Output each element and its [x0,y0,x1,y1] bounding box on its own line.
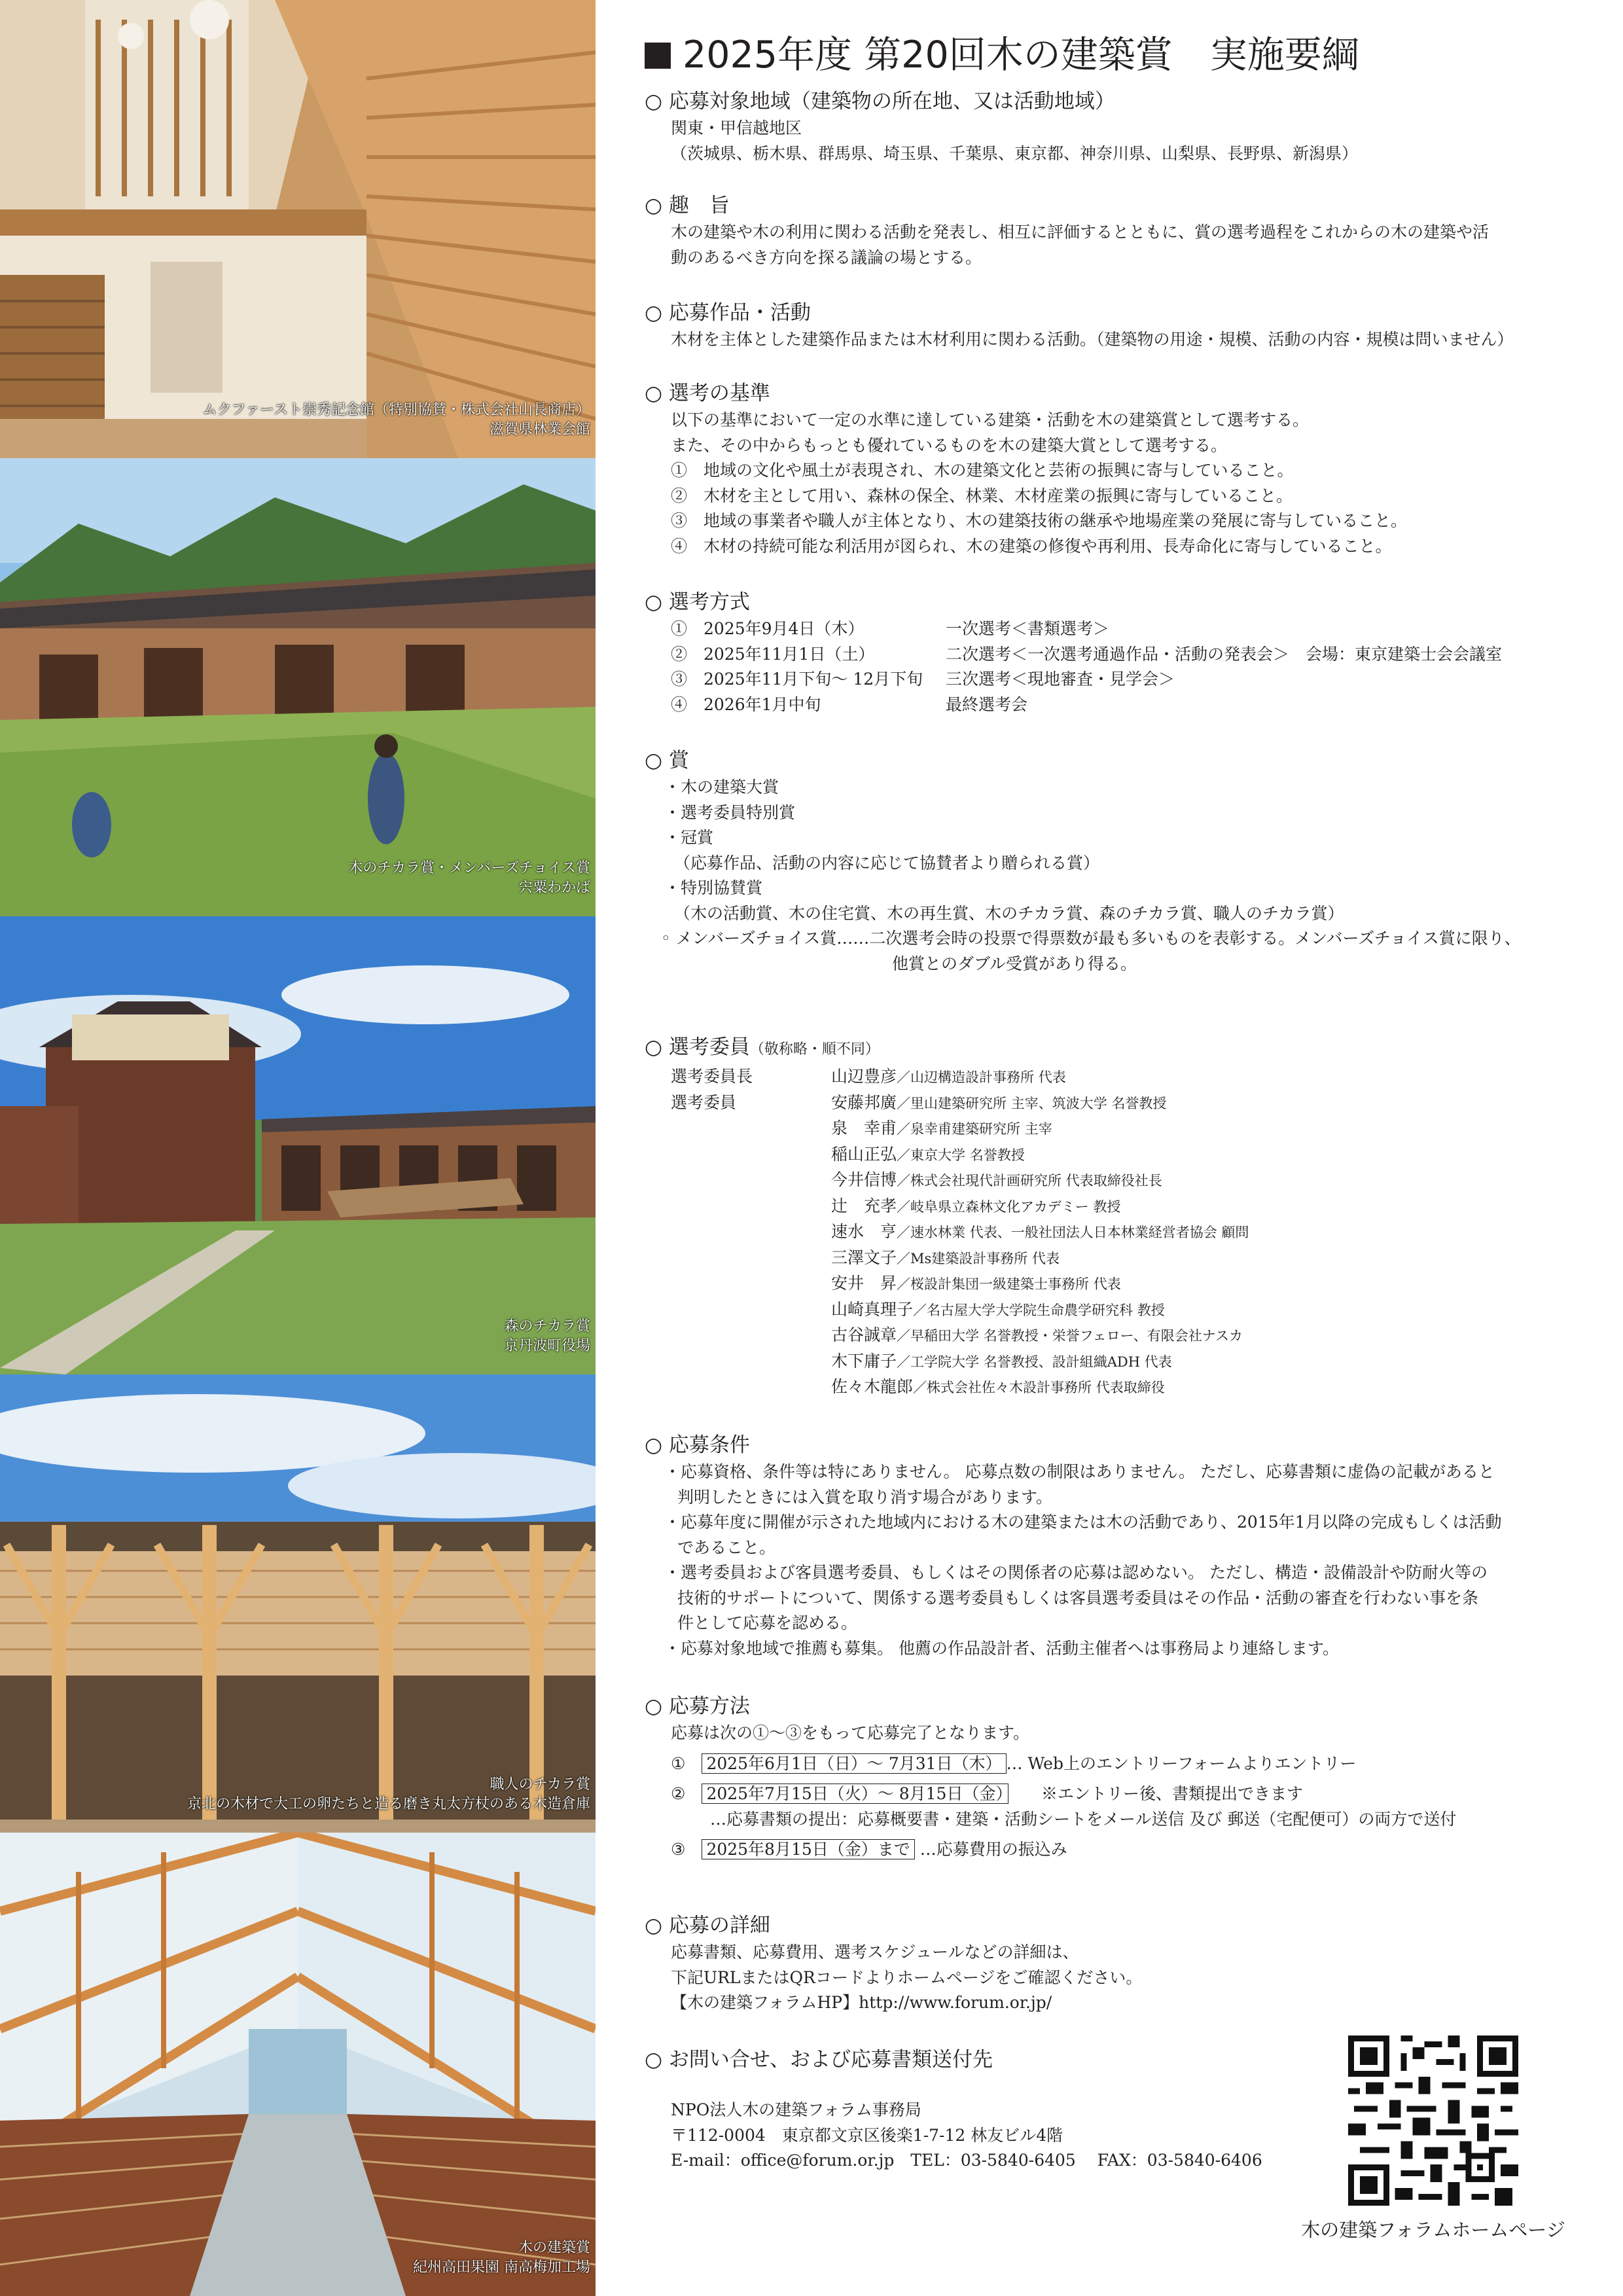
photo-caption: 京北の木材で大工の卵たちと造る磨き丸太方杖のある木造倉庫 [187,1796,590,1812]
condition-line: ・選考委員および客員選考委員、もしくはその関係者の応募は認めない。 ただし、構造・設備設計や防耐火等の [664,1563,1488,1582]
committee-member-row [645,1090,1600,1117]
step-text: …応募費用の振込み [919,1840,1067,1859]
condition-line: 技術的サポートについて、関係する選考委員もしくは客員選考委員はその作品・活動の審査を行わない事を条 [677,1588,1479,1607]
committee-member-row [645,1271,1600,1297]
photo-timber-warehouse [0,1374,596,1833]
condition-line: 判明したときには入賞を取り消す場合があります。 [677,1487,1053,1507]
step-number: ① [671,1753,686,1773]
committee-members-label: 選考委員 [671,1092,737,1112]
committee-member-name: 木下庸子 [831,1351,897,1371]
committee-member-affiliation: ／東京大学 名誉教授 [897,1147,1025,1163]
section-heading: ○ 応募対象地域（建築物の所在地、又は活動地域） [645,90,1115,113]
schedule-desc: 二次選考＜一次選考通過作品・活動の発表会＞ 会場：東京建築士会会議室 [946,644,1503,664]
photo-column [0,0,596,2296]
section-conditions [645,1431,1600,1661]
committee-member-row [645,1349,1600,1375]
condition-line: であること。 [677,1537,776,1557]
schedule-date: ④ 2026年1月中旬 [671,694,821,714]
apply-step [645,1837,1600,1863]
criteria-item: ④ 木材の持続可能な利活用が図られ、木の建築の修復や再利用、長寿命化に寄与していること。 [671,536,1392,556]
committee-member-row [645,1142,1600,1168]
committee-heading-text: ○ 選考委員 [645,1035,750,1059]
contact-address: 〒112-0004 東京都文京区後楽1-7-12 林友ビル4階 [671,2125,1063,2145]
committee-member-row [645,1323,1600,1349]
committee-member-name: 今井信博 [831,1170,897,1189]
schedule-row [645,667,1600,692]
committee-member-affiliation: ／桜設計集団一級建築士事務所 代表 [897,1276,1121,1292]
schedule-desc: 最終選考会 [946,694,1028,714]
committee-member-name: 稲山正弘 [831,1144,897,1164]
photo-processing-hall [0,1833,596,2296]
works-line: 木材を主体とした建築作品または木材利用に関わる活動。（建築物の用途・規模、活動の内容・規模は問いません） [671,330,1514,349]
committee-member-name: 辻 充孝 [831,1196,897,1215]
step-text: … Web上のエントリーフォームよりエントリー [1006,1753,1357,1773]
qr-code-icon[interactable] [1348,2036,1518,2206]
photo-town-hall [0,916,596,1374]
details-line: 下記URLまたはQRコードよりホームページをご確認ください。 [671,1967,1143,1987]
committee-chair-row [645,1064,1600,1090]
prize-note: 他賞とのダブル受賞があり得る。 [892,954,1137,973]
contact-mail-phone[interactable]: E-mail：office@forum.or.jp TEL：03-5840-6405 FAX：03-5840-6406 [671,2151,1262,2170]
committee-member-name: 山崎真理子 [831,1299,914,1319]
section-heading: ○ 応募作品・活動 [645,301,811,325]
apply-intro: 応募は次の①～③をもって応募完了となります。 [671,1723,1030,1742]
page-title [645,29,1359,81]
step-number: ② [671,1784,686,1803]
contact-org: NPO法人木の建築フォラム事務局 [671,2100,921,2119]
section-heading: ○ 選考方式 [645,590,750,614]
committee-member-affiliation: ／工学院大学 名誉教授、設計組織ADH 代表 [897,1354,1172,1370]
step-date-box: 2025年8月15日（金）まで [702,1839,914,1859]
photo-lawn-building [0,458,596,916]
committee-member-affiliation: ／株式会社現代計画研究所 代表取締役社長 [897,1173,1162,1189]
photo-caption: 木のチカラ賞・メンバーズチョイス賞 [348,860,590,876]
purpose-line: 木の建築や木の利用に関わる活動を発表し、相互に評価するとともに、賞の選考過程をこれからの木の建築や活 [671,223,1489,242]
step-date-box: 2025年7月15日（火）～ 8月15日（金） [702,1784,1008,1804]
section-area [645,87,1600,166]
committee-chair-label: 選考委員長 [671,1067,753,1086]
committee-member-name: 三澤文子 [831,1247,897,1267]
criteria-line: また、その中からもっとも優れているものを木の建築大賞として選考する。 [671,435,1228,455]
prize-item: ・特別協賛賞 [664,878,763,897]
committee-member-affiliation: ／Ms建築設計事務所 代表 [897,1250,1060,1266]
qr-caption: 木の建築フォラムホームページ [1301,2219,1565,2241]
criteria-item: ③ 地域の事業者や職人が主体となり、木の建築技術の継承や地場産業の発展に寄与していること。 [671,511,1408,530]
prize-item: ・木の建築大賞 [664,778,779,797]
section-heading [645,1033,1600,1064]
schedule-desc: 三次選考＜現地審査・見学会＞ [946,670,1175,689]
apply-step-detail: …応募書類の提出：応募概要書・建築・活動シートをメール送信 及び 郵送（宅配便可）の両方で送付 [710,1809,1457,1829]
criteria-line: 以下の基準において一定の水準に達している建築・活動を木の建築賞として選考する。 [671,410,1310,429]
section-heading: ○ 趣 旨 [645,194,730,217]
committee-member-affiliation: ／泉幸甫建築研究所 主宰 [897,1121,1052,1137]
committee-member-name: 古谷誠章 [831,1325,897,1344]
photo-caption: 京丹波町役場 [503,1338,590,1354]
committee-member-affiliation: ／早稲田大学 名誉教授・栄誉フェロー、有限会社ナスカ [897,1328,1243,1344]
committee-member-affiliation: ／山辺構造設計事務所 代表 [897,1069,1066,1085]
committee-member-name: 速水 亨 [831,1222,897,1241]
photo-caption: 職人のチカラ賞 [490,1776,590,1793]
committee-member-affiliation: ／株式会社佐々木設計事務所 代表取締役 [913,1380,1165,1395]
section-application-method [645,1692,1600,1863]
prize-item: ◦ メンバーズチョイス賞……二次選考会時の投票で得票数が最も多いものを表彰する。メンバーズチョイス賞に限り、 [661,929,1521,948]
committee-member-affiliation: ／名古屋大学大学院生命農学研究科 教授 [913,1302,1165,1318]
committee-member-row [645,1116,1600,1142]
prize-note: （木の活動賞、木の住宅賞、木の再生賞、木のチカラ賞、森のチカラ賞、職人のチカラ賞） [674,903,1344,923]
criteria-item: ② 木材を主として用い、森林の保全、林業、木材産業の振興に寄与していること。 [671,486,1293,505]
photo-caption: ムクファースト崇秀記念館（特別協賛・株式会社山長商店） [202,402,590,418]
page-title-text: 2025年度 第20回木の建築賞 実施要綱 [683,33,1359,77]
committee-member-name: 安井 昇 [831,1274,897,1293]
condition-line: 件として応募を認める。 [677,1613,858,1632]
purpose-line: 動のあるべき方向を探る議論の場とする。 [671,247,982,267]
committee-member-name: 山辺豊彦 [831,1067,897,1086]
photo-caption: 紀州高田果園 南高梅加工場 [413,2259,590,2276]
condition-line: ・応募年度に開催が示された地域内における木の建築または木の活動であり、2015年1月以降の完成もしくは活動 [664,1513,1502,1532]
section-heading: ○ 応募の詳細 [645,1914,770,1937]
step-text: ※エントリー後、書類提出できます [1041,1784,1303,1803]
photo-caption: 森のチカラ賞 [504,1318,590,1335]
apply-step [645,1751,1600,1777]
photo-caption: 木の建築賞 [518,2240,590,2256]
committee-member-affiliation: ／速水林業 代表、一般社団法人日本林業経営者協会 顧問 [897,1225,1249,1240]
schedule-row [645,642,1600,668]
apply-step [645,1782,1600,1807]
section-heading: ○ お問い合せ、および応募書類送付先 [645,2048,993,2072]
step-date-box: 2025年6月1日（日）～ 7月31日（木） [702,1753,1006,1774]
details-link[interactable]: 【木の建築フォラムHP】http://www.forum.or.jp/ [671,1993,1052,2012]
committee-member-row [645,1219,1600,1246]
schedule-date: ③ 2025年11月下旬～ 12月下旬 [671,670,923,689]
photo-caption: 滋賀県林業会館 [489,422,590,438]
photo-caption: 宍粟わかば [518,880,590,896]
committee-member-affiliation: ／里山建築研究所 主宰、筑波大学 名誉教授 [897,1095,1167,1111]
section-heading: ○ 応募方法 [645,1695,750,1718]
committee-member-row [645,1246,1600,1272]
schedule-date: ② 2025年11月1日（土） [671,644,875,664]
committee-member-name: 佐々木龍郎 [831,1377,914,1396]
schedule-date: ① 2025年9月4日（木） [671,619,865,638]
prize-item: ・冠賞 [664,828,714,847]
section-details [645,1911,1600,2016]
committee-heading-note: （敬称略・順不同） [749,1041,880,1058]
schedule-row [645,617,1600,642]
prize-item: ・選考委員特別賞 [664,802,796,822]
section-heading: ○ 賞 [645,749,689,772]
criteria-item: ① 地域の文化や風土が表現され、木の建築文化と芸術の振興に寄与していること。 [671,461,1294,480]
section-criteria [645,379,1600,559]
area-line: 関東・甲信越地区 [671,118,802,137]
details-line: 応募書類、応募費用、選考スケジュールなどの詳細は、 [671,1943,1079,1962]
area-line: （茨城県、栃木県、群馬県、埼玉県、千葉県、東京都、神奈川県、山梨県、長野県、新潟県） [671,143,1359,163]
committee-member-name: 安藤邦廣 [831,1092,897,1112]
section-works [645,298,1600,353]
committee-member-row [645,1168,1600,1194]
section-heading: ○ 応募条件 [645,1433,750,1457]
step-number: ③ [671,1840,686,1859]
section-selection-method [645,588,1600,717]
schedule-row [645,692,1600,718]
section-purpose [645,191,1600,270]
photo-interior-hall [0,0,596,458]
committee-member-row [645,1297,1600,1323]
prize-note: （応募作品、活動の内容に応じて協賛者より贈られる賞） [674,853,1100,872]
committee-member-row [645,1374,1600,1401]
committee-member-name: 泉 幸甫 [831,1119,897,1138]
section-committee [645,1033,1600,1401]
committee-member-row [645,1194,1600,1220]
committee-member-affiliation: ／岐阜県立森林文化アカデミー 教授 [897,1198,1121,1215]
schedule-desc: 一次選考＜書類選考＞ [946,619,1110,638]
section-heading: ○ 選考の基準 [645,382,770,405]
square-bullet-icon [645,43,671,69]
condition-line: ・応募資格、条件等は特にありません。 応募点数の制限はありません。 ただし、応募書類に虚偽の記載があると [664,1462,1495,1481]
condition-line: ・応募対象地域で推薦も募集。 他薦の作品設計者、活動主催者へは事務局より連絡します。 [664,1638,1339,1658]
section-prizes [645,746,1600,977]
